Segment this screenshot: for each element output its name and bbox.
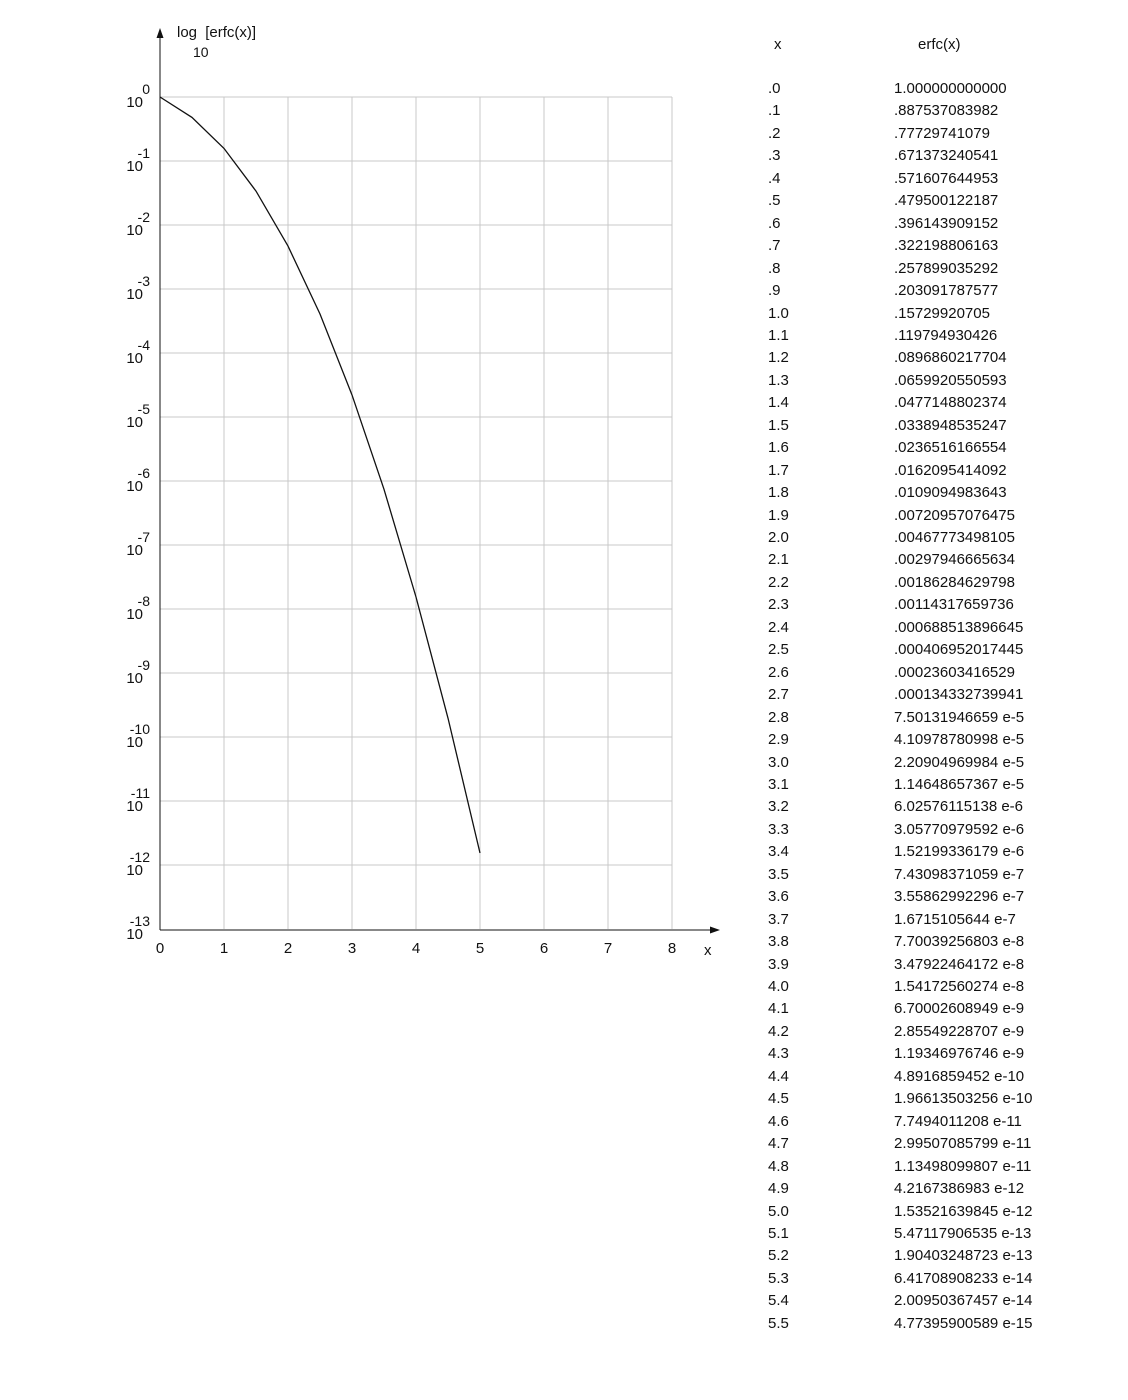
y-axis-label-detail: [erfc(x)] — [205, 24, 257, 41]
table-cell-x: 1.6 — [768, 439, 789, 457]
table-cell-x: 4.7 — [768, 1135, 789, 1153]
x-tick-label: 3 — [347, 940, 357, 957]
table-cell-x: 2.0 — [768, 529, 789, 546]
table-cell-x: 1.2 — [768, 349, 789, 367]
y-tick-base: 10 — [126, 862, 143, 879]
table-cell-x: 2.2 — [768, 573, 789, 591]
table-cell-x: .6 — [768, 214, 781, 232]
table-cell-erfc: 1.000000000000 — [894, 80, 1007, 97]
table-cell-x: 1.0 — [768, 304, 789, 322]
table-cell-x: 5.2 — [768, 1247, 789, 1265]
table-cell-x: 3.8 — [768, 933, 789, 951]
table-cell-x: 4.9 — [768, 1180, 789, 1198]
x-tick-label: 5 — [475, 940, 485, 957]
x-tick-label: 0 — [155, 940, 165, 957]
table-cell-x: 4.5 — [768, 1090, 789, 1108]
table-cell-erfc: .00013433273994​1 — [894, 686, 1024, 704]
table-cell-x: 3.4 — [768, 843, 789, 861]
table-cell-x: 2.5 — [768, 641, 789, 659]
table-cell-erfc: 7.43098371059 e-7 — [894, 865, 1025, 883]
table-cell-x: 1.8 — [768, 484, 789, 502]
table-cell-x: .3 — [768, 147, 781, 165]
table-cell-x: 2.6 — [768, 663, 789, 681]
table-cell-x: 1.1 — [768, 326, 789, 344]
table-cell-erfc: 1.90403248723 e-13 — [894, 1247, 1033, 1265]
table-cell-erfc: 4.8916859452 e-10 — [894, 1067, 1025, 1085]
table-cell-erfc: .0162095414092 — [894, 461, 1007, 479]
table-cell-x: 3.7 — [768, 910, 789, 928]
table-cell-erfc: .322198806163 — [894, 237, 999, 255]
y-tick-base: 10 — [126, 286, 143, 303]
table-cell-x: 3.5 — [768, 865, 789, 883]
table-cell-erfc: 7.50131946659 e-5 — [894, 708, 1025, 726]
table-cell-x: 5.1 — [768, 1224, 789, 1242]
table-cell-erfc: 4.77395900589 e-15 — [894, 1314, 1033, 1332]
table-cell-erfc: 1.19346976746 e-9 — [894, 1045, 1025, 1063]
table-cell-x: 3.9 — [768, 955, 789, 973]
table-cell-erfc: .887537083982 — [894, 102, 999, 120]
y-tick-base: 10 — [126, 478, 143, 495]
table-cell-erfc: .000406952017445 — [894, 641, 1024, 659]
table-cell-erfc: 2.99507085799 e-11 — [894, 1135, 1032, 1153]
table-cell-erfc: .0477148802374 — [894, 394, 1007, 412]
table-cell-x: 5.0 — [768, 1202, 789, 1220]
table-cell-erfc: .00186284629798 — [894, 573, 1015, 591]
x-tick-label: 4 — [411, 940, 421, 957]
table-cell-x: .9 — [768, 282, 781, 300]
table-cell-x: 2.7 — [768, 686, 789, 704]
table-cell-erfc: .00467773498105 — [894, 529, 1015, 546]
table-cell-x: .2 — [768, 124, 781, 142]
table-cell-x: 3.3 — [768, 820, 789, 838]
table-cell-x: .0 — [768, 80, 781, 97]
table-cell-x: .7 — [768, 237, 781, 255]
y-axis-label-log: log — [177, 24, 198, 41]
y-tick-exponent: -3 — [137, 273, 150, 289]
x-tick-label: 1 — [219, 940, 229, 957]
y-tick-exponent: -12 — [129, 849, 150, 865]
table-header-erfc: erfc(x) — [918, 36, 961, 53]
table-cell-erfc: 6.70002608949 e-9 — [894, 1000, 1025, 1018]
table-cell-erfc: .671373240541 — [894, 147, 999, 165]
y-tick-exponent: -2 — [137, 209, 150, 225]
table-cell-x: 1.3 — [768, 371, 789, 389]
table-cell-x: 4.0 — [768, 978, 789, 995]
table-cell-erfc: 4.10978780998 e-5 — [894, 731, 1025, 749]
table-cell-x: 5.3 — [768, 1269, 789, 1287]
y-tick-exponent: -4 — [137, 337, 150, 353]
table-cell-erfc: .00297946665634 — [894, 551, 1015, 569]
y-tick-base: 10 — [126, 158, 143, 175]
y-tick-base: 10 — [126, 670, 143, 687]
y-tick-base: 10 — [126, 222, 143, 239]
table-cell-erfc: 1.6715105644 e-7 — [894, 910, 1016, 928]
table-cell-erfc: .203091787577 — [894, 282, 999, 300]
table-cell-erfc: 6.41708908233 e-14 — [894, 1269, 1033, 1287]
y-tick-exponent: -1 — [137, 145, 150, 161]
table-cell-x: 3.2 — [768, 798, 789, 816]
x-tick-label: 8 — [667, 940, 677, 957]
table-cell-erfc: 7.70039256803 e-8 — [894, 933, 1025, 951]
y-tick-exponent: -7 — [137, 529, 150, 545]
table-cell-erfc: .479500122187 — [894, 192, 999, 210]
table-cell-erfc: 1.53521639845 e-12 — [894, 1202, 1033, 1220]
table-cell-x: 4.8 — [768, 1157, 789, 1175]
table-cell-x: 5.5 — [768, 1314, 789, 1332]
table-cell-erfc: .00023603416529 — [894, 663, 1015, 681]
y-tick-exponent: -6 — [137, 465, 150, 481]
table-cell-erfc: .257899035292 — [894, 259, 999, 277]
table-cell-erfc: 4.2167386983 e-12 — [894, 1180, 1025, 1198]
y-tick-exponent: -11 — [130, 785, 150, 801]
table-cell-x: 2.3 — [768, 596, 789, 614]
x-tick-label: 7 — [603, 940, 613, 957]
y-tick-exponent: -5 — [137, 401, 150, 417]
y-tick-exponent: -8 — [137, 593, 150, 609]
table-cell-erfc: .396143909152 — [894, 214, 999, 232]
y-tick-base: 10 — [126, 734, 143, 751]
table-cell-x: 2.4 — [768, 618, 789, 636]
table-cell-x: 4.1 — [768, 1000, 789, 1018]
x-tick-label: 2 — [283, 940, 293, 957]
table-cell-erfc: 2.20904969984 e-5 — [894, 753, 1025, 771]
y-tick-exponent: -9 — [137, 657, 150, 673]
y-tick-base: 10 — [126, 926, 143, 943]
table-cell-x: .8 — [768, 259, 781, 277]
table-cell-x: .5 — [768, 192, 781, 210]
table-cell-erfc: 5.47117906535 e-13 — [894, 1224, 1032, 1242]
table-cell-erfc: .15729920705 — [894, 304, 990, 322]
table-cell-erfc: 2.00950367457 e-14 — [894, 1292, 1033, 1310]
table-cell-erfc: .00720957076475 — [894, 506, 1015, 524]
table-cell-erfc: 1.54172560274 e-8 — [894, 978, 1025, 995]
table-cell-x: .4 — [768, 169, 781, 187]
y-tick-base: 10 — [126, 606, 143, 623]
y-axis-label-subscript: 10 — [193, 44, 209, 60]
table-cell-x: 2.9 — [768, 731, 789, 749]
table-cell-x: 4.6 — [768, 1112, 789, 1130]
y-tick-exponent: -10 — [129, 721, 150, 737]
table-cell-erfc: 1.52199336179 e-6 — [894, 843, 1025, 861]
table-cell-x: 3.1 — [768, 775, 789, 793]
table-cell-x: 5.4 — [768, 1292, 789, 1310]
y-tick-exponent: -13 — [129, 913, 150, 929]
x-tick-label: 6 — [539, 940, 549, 957]
y-tick-base: 10 — [126, 798, 143, 815]
y-tick-base: 10 — [126, 94, 143, 111]
table-cell-erfc: 3.47922464172 e-8 — [894, 955, 1025, 973]
y-tick-base: 10 — [126, 542, 143, 559]
table-cell-erfc: .0659920550593 — [894, 371, 1007, 389]
table-cell-x: 3.6 — [768, 888, 789, 906]
table-cell-erfc: .00114317659736 — [894, 596, 1014, 614]
table-cell-erfc: .0236516166554 — [894, 439, 1007, 457]
table-cell-erfc: .571607644953 — [894, 169, 999, 187]
table-cell-x: 4.4 — [768, 1067, 789, 1085]
table-cell-x: 2.8 — [768, 708, 789, 726]
table-cell-erfc: 7.7494011208 e-11 — [894, 1112, 1022, 1130]
table-cell-erfc: 3.05770979592 e-6 — [894, 820, 1025, 838]
table-cell-x: 1.4 — [768, 394, 789, 412]
table-cell-erfc: .0109094983643 — [894, 484, 1007, 502]
table-cell-x: 4.2 — [768, 1022, 789, 1040]
table-cell-erfc: 2.85549228707 e-9 — [894, 1022, 1025, 1040]
table-cell-erfc: 1.14648657367 e-5 — [894, 775, 1025, 793]
table-cell-x: 1.9 — [768, 506, 789, 524]
table-cell-erfc: 3.55862992296 e-7 — [894, 888, 1025, 906]
table-cell-erfc: 1.96613503256 e-10 — [894, 1090, 1033, 1108]
table-cell-erfc: 1.13498099807 e-11 — [894, 1157, 1032, 1175]
y-tick-base: 10 — [126, 350, 143, 367]
table-cell-x: 4.3 — [768, 1045, 789, 1063]
x-axis-label: x — [704, 942, 712, 959]
table-cell-erfc: .119794930426 — [894, 326, 998, 344]
table-cell-x: 3.0 — [768, 753, 789, 771]
y-tick-base: 10 — [126, 414, 143, 431]
table-cell-erfc: .000688513896645 — [894, 618, 1024, 636]
table-header-x: x — [774, 36, 782, 53]
table-cell-x: 1.5 — [768, 416, 789, 434]
table-cell-erfc: .77729741079 — [894, 124, 990, 142]
table-cell-x: 1.7 — [768, 461, 789, 479]
table-cell-x: 2.1 — [768, 551, 789, 569]
table-cell-x: .1 — [768, 102, 781, 120]
table-cell-erfc: 6.02576115138 e-6 — [894, 798, 1024, 816]
table-cell-erfc: .0896860217704 — [894, 349, 1007, 367]
table-cell-erfc: .0338948535247 — [894, 416, 1007, 434]
y-tick-exponent: 0 — [142, 81, 150, 97]
